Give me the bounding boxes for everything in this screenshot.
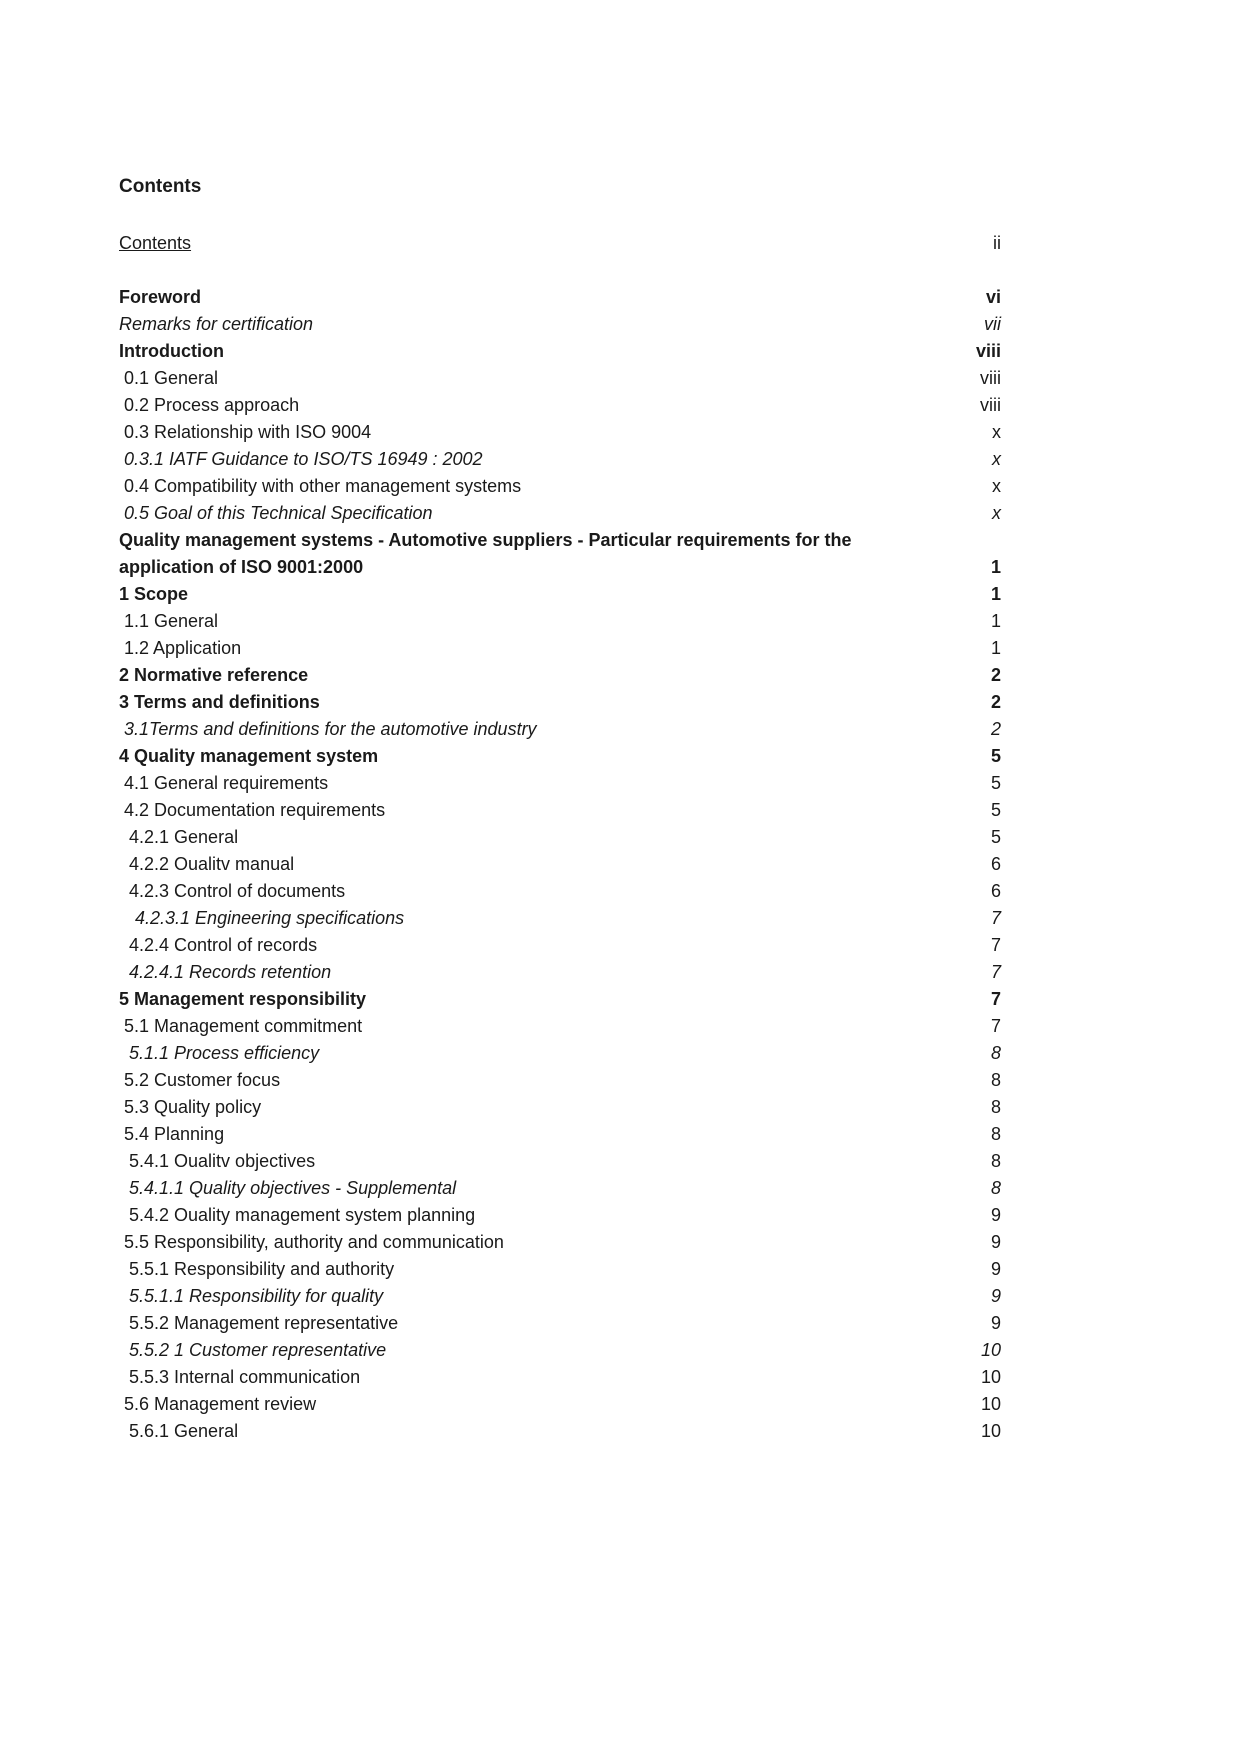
toc-entry-page-number: 9 — [990, 1286, 1001, 1306]
toc-entry — [119, 365, 1001, 392]
toc-entry-page-number: ii — [993, 233, 1001, 253]
toc-entry — [119, 311, 1001, 338]
toc-entry-page-number: x — [992, 449, 1001, 469]
toc-entry — [119, 689, 1001, 716]
toc-entry — [119, 1418, 1001, 1445]
toc-entry-label: 5.4.1.1 Quality objectives - Supplemental — [129, 1178, 457, 1198]
toc-entry-label: 5.1.1 Process efficiency — [129, 1043, 320, 1063]
toc-entry — [119, 1175, 1001, 1202]
toc-entry-label: 0.1 General — [124, 368, 219, 388]
toc-entry — [119, 959, 1001, 986]
toc-entry-label: 4.2.1 General — [129, 827, 239, 847]
toc-entry — [119, 905, 1001, 932]
toc-entry-label: Foreword — [119, 287, 202, 307]
toc-entry-page-number: 1 — [990, 557, 1001, 577]
toc-entry — [119, 1121, 1001, 1148]
toc-entry — [119, 500, 1001, 527]
toc-entry — [119, 338, 1001, 365]
toc-entry-label: 2 Normative reference — [119, 665, 309, 685]
toc-entry-label: 5.5.1.1 Responsibility for quality — [129, 1286, 384, 1306]
toc-entry-label: 4.2.2 Oualitv manual — [129, 854, 295, 874]
toc-entry — [119, 1310, 1001, 1337]
toc-entry-page-number: 6 — [990, 881, 1001, 901]
toc-entry-page-number: 5 — [990, 773, 1001, 793]
toc-entry-page-number: 1 — [990, 638, 1001, 658]
table-of-contents — [119, 230, 1001, 1445]
toc-entry — [119, 1148, 1001, 1175]
toc-entry-page-number: 5 — [990, 827, 1001, 847]
toc-entry-page-number: 9 — [990, 1205, 1001, 1225]
toc-entry-label: Introduction — [119, 341, 224, 361]
toc-entry-page-number: x — [992, 476, 1001, 496]
toc-entry — [119, 662, 1001, 689]
toc-entry — [119, 851, 1001, 878]
toc-entry-page-number: 8 — [990, 1097, 1001, 1117]
toc-entry-page-number: 6 — [990, 854, 1001, 874]
toc-entry-label: 5.2 Customer focus — [124, 1070, 281, 1090]
toc-entry-label: 4.2.4 Control of records — [129, 935, 318, 955]
toc-entry — [119, 1364, 1001, 1391]
toc-entry-label: 4.2.3 Control of documents — [129, 881, 346, 901]
toc-entry-page-number: 7 — [990, 1016, 1001, 1036]
toc-entry — [119, 419, 1001, 446]
toc-entry-page-number: 10 — [980, 1340, 1001, 1360]
toc-entry-label: 1.2 Application — [124, 638, 242, 658]
toc-entry-label[interactable]: Contents — [119, 233, 192, 253]
toc-entry-label: 4.2.4.1 Records retention — [129, 962, 332, 982]
toc-entry-page-number: 2 — [990, 719, 1001, 739]
toc-entry — [119, 1229, 1001, 1256]
toc-entry-page-number: 8 — [990, 1151, 1001, 1171]
toc-entry — [119, 1067, 1001, 1094]
toc-entry-page-number: 10 — [980, 1367, 1001, 1387]
page-title: Contents — [119, 176, 202, 197]
toc-entry-label: 0.3 Relationship with ISO 9004 — [124, 422, 372, 442]
toc-entry — [119, 743, 1001, 770]
toc-entry-label: 5.5.2 1 Customer representative — [129, 1340, 387, 1360]
toc-entry — [119, 635, 1001, 662]
toc-entry-page-number: vii — [984, 314, 1001, 334]
toc-entry — [119, 446, 1001, 473]
toc-entry-label: 5.6.1 General — [129, 1421, 239, 1441]
toc-entry-label: 1 Scope — [119, 584, 189, 604]
toc-entry-label: 5.5.3 Internal communication — [129, 1367, 361, 1387]
toc-entry-label: 4.2 Documentation requirements — [124, 800, 386, 820]
toc-entry-page-number: 5 — [990, 746, 1001, 766]
toc-entry — [119, 1391, 1001, 1418]
toc-entry-page-number: viii — [980, 395, 1001, 415]
toc-entry — [119, 1013, 1001, 1040]
toc-entry — [119, 1040, 1001, 1067]
toc-entry-label: 5.4.2 Ouality management system planning — [129, 1205, 476, 1225]
toc-entry-page-number: 1 — [990, 611, 1001, 631]
toc-entry-label: 0.5 Goal of this Technical Specification — [124, 503, 433, 523]
toc-entry-label: 5.3 Quality policy — [124, 1097, 262, 1117]
toc-entry-page-number: viii — [980, 368, 1001, 388]
toc-entry-label: 3.1Terms and definitions for the automotive industry — [124, 719, 537, 739]
toc-entry[interactable] — [119, 230, 1001, 257]
toc-entry — [119, 527, 1001, 581]
toc-entry-label: 5.4.1 Oualitv objectives — [129, 1151, 316, 1171]
toc-entry-label: 0.4 Compatibility with other management systems — [124, 476, 522, 496]
toc-entry-label: 1.1 General — [124, 611, 219, 631]
toc-entry — [119, 1256, 1001, 1283]
toc-entry-page-number: 8 — [990, 1178, 1001, 1198]
toc-entry-label: 5.4 Planning — [124, 1124, 225, 1144]
toc-entry-page-number: 7 — [990, 962, 1001, 982]
toc-entry-page-number: vi — [985, 287, 1001, 307]
toc-entry — [119, 1283, 1001, 1310]
toc-entry-label: 5.6 Management review — [124, 1394, 317, 1414]
toc-entry — [119, 581, 1001, 608]
toc-entry-page-number: 2 — [990, 665, 1001, 685]
toc-entry — [119, 824, 1001, 851]
toc-entry-page-number: 8 — [990, 1070, 1001, 1090]
toc-entry — [119, 878, 1001, 905]
toc-entry — [119, 284, 1001, 311]
toc-entry — [119, 392, 1001, 419]
toc-entry-page-number: 9 — [990, 1313, 1001, 1333]
toc-entry — [119, 986, 1001, 1013]
toc-entry-label: 3 Terms and definitions — [119, 692, 320, 712]
toc-entry-page-number: 8 — [990, 1124, 1001, 1144]
toc-entry-label: 5.5.1 Responsibility and authority — [129, 1259, 395, 1279]
toc-entry-label: 5.1 Management commitment — [124, 1016, 363, 1036]
toc-entry-label: Remarks for certification — [119, 314, 314, 334]
toc-entry-label: 4.2.3.1 Engineering specifications — [135, 908, 405, 928]
toc-entry-label: 0.3.1 IATF Guidance to ISO/TS 16949 : 2002 — [124, 449, 483, 469]
toc-entry-page-number: 7 — [990, 989, 1001, 1009]
toc-entry-page-number: 9 — [990, 1232, 1001, 1252]
toc-entry-page-number: 1 — [990, 584, 1001, 604]
toc-entry-page-number: 10 — [980, 1394, 1001, 1414]
toc-entry-label: 0.2 Process approach — [124, 395, 300, 415]
toc-entry-label: Quality management systems - Automotive suppliers - Particular requirements for the application of ISO 9001:2000 — [119, 530, 852, 577]
toc-entry — [119, 473, 1001, 500]
toc-entry-page-number: 7 — [990, 908, 1001, 928]
toc-entry-page-number: 5 — [990, 800, 1001, 820]
toc-entry — [119, 932, 1001, 959]
toc-entry-page-number: x — [992, 503, 1001, 523]
toc-entry — [119, 1202, 1001, 1229]
toc-entry-page-number: 10 — [980, 1421, 1001, 1441]
toc-entry-page-number: 9 — [990, 1259, 1001, 1279]
toc-entry — [119, 716, 1001, 743]
toc-entry-label: 5.5 Responsibility, authority and communication — [124, 1232, 504, 1252]
toc-entry-page-number: viii — [975, 341, 1001, 361]
toc-entry — [119, 797, 1001, 824]
toc-entry-label: 4.1 General requirements — [124, 773, 329, 793]
toc-entry-page-number: 2 — [990, 692, 1001, 712]
toc-entry — [119, 770, 1001, 797]
toc-entry-label: 5.5.2 Management representative — [129, 1313, 399, 1333]
toc-entry — [119, 608, 1001, 635]
toc-entry-page-number: 8 — [990, 1043, 1001, 1063]
toc-entry-label: 5 Management responsibility — [119, 989, 367, 1009]
toc-entry-page-number: 7 — [990, 935, 1001, 955]
toc-entry — [119, 1094, 1001, 1121]
toc-entry-label: 4 Quality management system — [119, 746, 379, 766]
toc-entry — [119, 1337, 1001, 1364]
toc-entry-page-number: x — [992, 422, 1001, 442]
